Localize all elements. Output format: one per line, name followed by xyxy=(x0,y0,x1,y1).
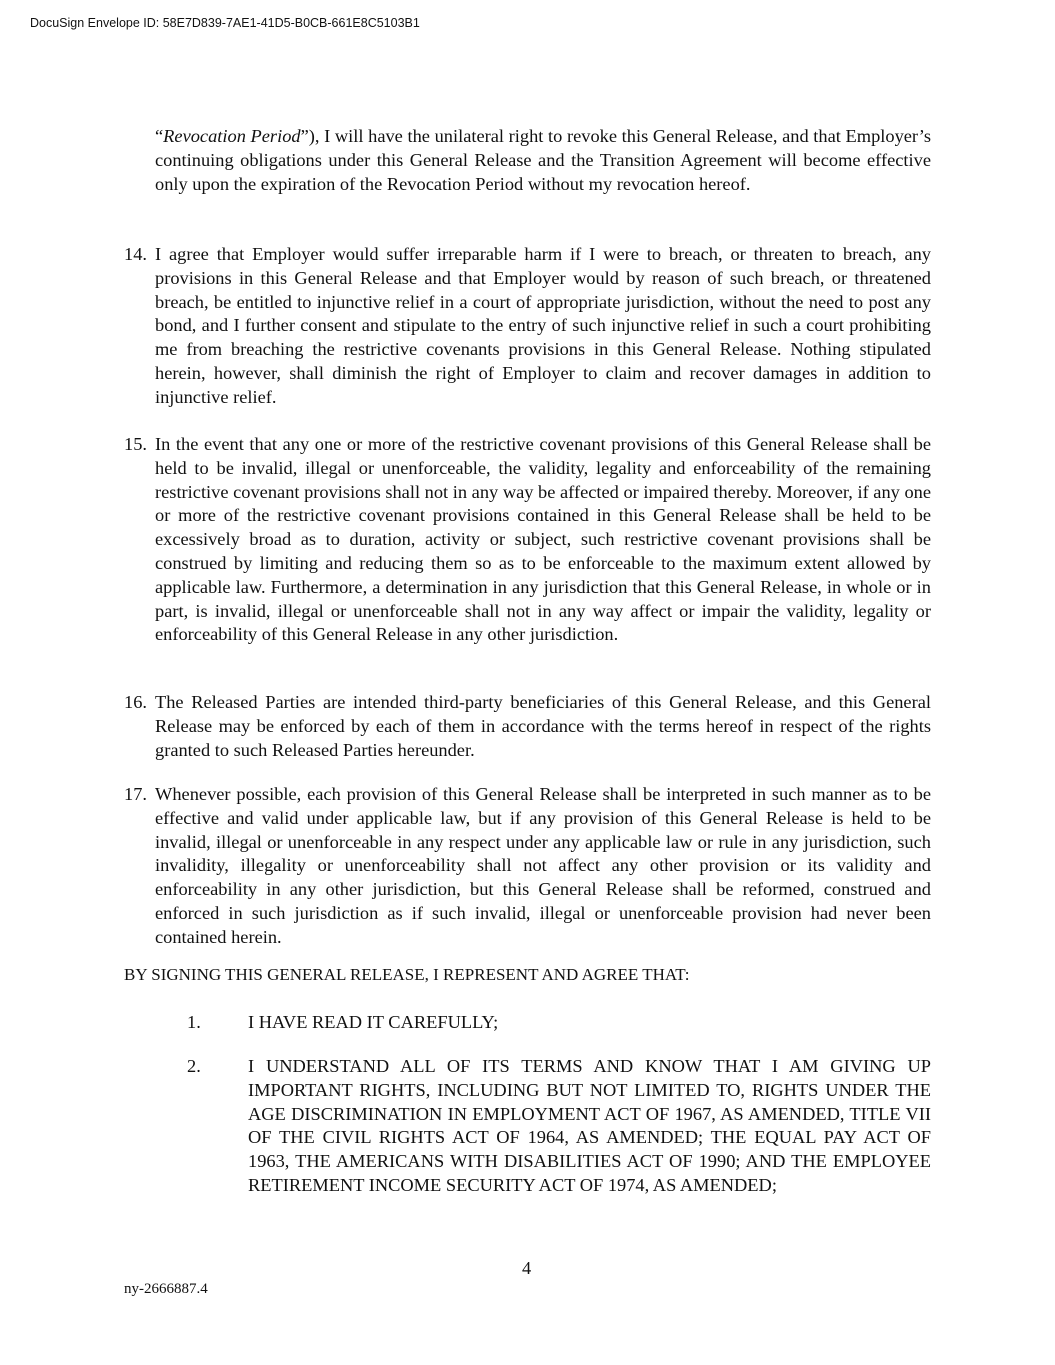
ack-number: 2. xyxy=(187,1056,201,1076)
acknowledgment-item-1 xyxy=(187,1011,931,1035)
section-number: 17. xyxy=(124,784,147,804)
continuation-text: ”), I will have the unilateral right to revoke this General Release, and that Employer’s continuing obligations under this General Release and the Transition Agreement will become effective only upon the expiration of the Revocation Period without my revocation hereof. xyxy=(155,126,931,194)
revocation-continuation-paragraph xyxy=(155,125,931,196)
section-number: 16. xyxy=(124,692,147,712)
section-14 xyxy=(124,243,931,410)
acknowledgment-heading: BY SIGNING THIS GENERAL RELEASE, I REPRESENT AND AGREE THAT: xyxy=(124,965,690,984)
open-quote: “ xyxy=(155,126,164,146)
section-number: 15. xyxy=(124,434,147,454)
document-id: ny-2666887.4 xyxy=(124,1281,208,1297)
docusign-envelope-id: DocuSign Envelope ID: 58E7D839-7AE1-41D5-B0CB-661E8C5103B1 xyxy=(30,16,420,30)
acknowledgment-item-2 xyxy=(187,1055,931,1198)
ack-text: I UNDERSTAND ALL OF ITS TERMS AND KNOW THAT I AM GIVING UP IMPORTANT RIGHTS, INCLUDING BUT NOT LIMITED TO, RIGHTS UNDER THE AGE DISCRIMINATION IN EMPLOYMENT ACT OF 1967, AS AMENDED, TITLE VII OF THE CIVIL RIGHTS ACT OF 1964, AS AMENDED; THE EQUAL PAY ACT OF 1963, THE AMERICANS WITH DISABILITIES ACT OF 1990; AND THE EMPLOYEE RETIREMENT INCOME SECURITY ACT OF 1974, AS AMENDED; xyxy=(248,1056,931,1195)
revocation-period-term: Revocation Period xyxy=(163,126,301,146)
section-16 xyxy=(124,691,931,762)
ack-text: I HAVE READ IT CAREFULLY; xyxy=(248,1012,499,1032)
page-number: 4 xyxy=(522,1258,532,1278)
section-text: I agree that Employer would suffer irreparable harm if I were to breach, or threaten to breach, any provisions in this General Release and that Employer would by reason of such breach, or threatened breach, be entitled to injunctive relief in a court of appropriate jurisdiction, without the need to post any bond, and I further consent and stipulate to the entry of such injunctive relief in such a court prohibiting me from breaching the restrictive covenants provisions in this General Release. Nothing stipulated herein, however, shall diminish the right of Employer to claim and recover damages in addition to injunctive relief. xyxy=(155,244,931,407)
ack-number: 1. xyxy=(187,1012,201,1032)
section-text: In the event that any one or more of the restrictive covenant provisions of this General Release shall be held to be invalid, illegal or unenforceable, the validity, legality and enforceability of the remaining restrictive covenant provisions shall not in any way be affected or impaired thereby. Moreover, if any one or more of the restrictive covenant provisions contained in this General Release shall be held to be excessively broad as to duration, activity or subject, such restrictive covenant provisions shall be construed by limiting and reducing them so as to be enforceable to the maximum extent allowed by applicable law. Furthermore, a determination in any jurisdiction that this General Release, in whole or in part, is invalid, illegal or unenforceable shall not in any way affect or impair the validity, legality or enforceability of this General Release in any other jurisdiction. xyxy=(155,434,932,645)
section-17 xyxy=(124,783,931,950)
section-number: 14. xyxy=(124,244,147,264)
section-text: The Released Parties are intended third-party beneficiaries of this General Release, and this General Release may be enforced by each of them in accordance with the terms hereof in respect of the rights granted to such Released Parties hereunder. xyxy=(155,692,931,760)
section-text: Whenever possible, each provision of this General Release shall be interpreted in such manner as to be effective and valid under applicable law, but if any provision of this General Release is held to be invalid, illegal or unenforceable in any respect under any applicable law or rule in any jurisdiction, such invalidity, illegality or unenforceability shall not affect any other provision or its validity and enforceability in any other jurisdiction, but this General Release shall be reformed, construed and enforced in such jurisdiction as if such invalid, illegal or unenforceable provision had never been contained herein. xyxy=(155,784,931,947)
section-15 xyxy=(124,433,931,647)
